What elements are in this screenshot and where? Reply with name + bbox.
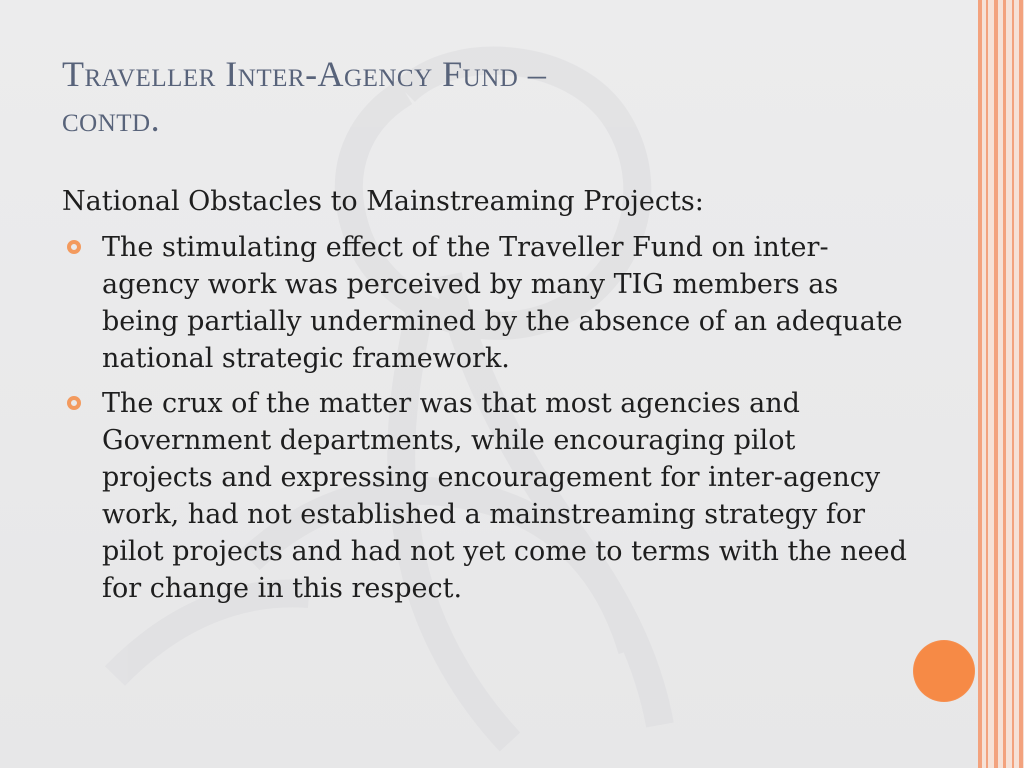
bullet-item <box>62 229 912 377</box>
bullet-list <box>62 229 912 615</box>
bullet-text: The crux of the matter was that most agencies and Government departments, while encouraging pilot projects and expressing encouragement for inter-agency work, had not established a mainstreaming strategy for pilot projects and had not yet come to terms with the need for change in this respect. <box>102 388 907 604</box>
stripe-4 <box>1003 0 1006 768</box>
circle-bullet-icon <box>67 240 81 254</box>
stripe-2 <box>986 0 988 768</box>
stripe-3 <box>994 0 998 768</box>
right-stripes <box>978 0 1024 768</box>
stripe-5 <box>1012 0 1014 768</box>
stripe-1 <box>978 0 982 768</box>
bullet-item <box>62 385 912 607</box>
bullet-text: The stimulating effect of the Traveller Fund on inter-agency work was perceived by many TIG members as being partially undermined by the absence of an adequate national strategic framework. <box>102 232 903 374</box>
section-heading: National Obstacles to Mainstreaming Projects: <box>62 186 704 217</box>
circle-bullet-icon <box>67 396 81 410</box>
slide-title <box>62 52 882 142</box>
slide-title-line-2: contd. <box>62 99 161 139</box>
stripe-6 <box>1019 0 1023 768</box>
orange-circle-icon <box>913 640 975 702</box>
slide-title-line-1: Traveller Inter-Agency Fund – <box>62 54 547 94</box>
